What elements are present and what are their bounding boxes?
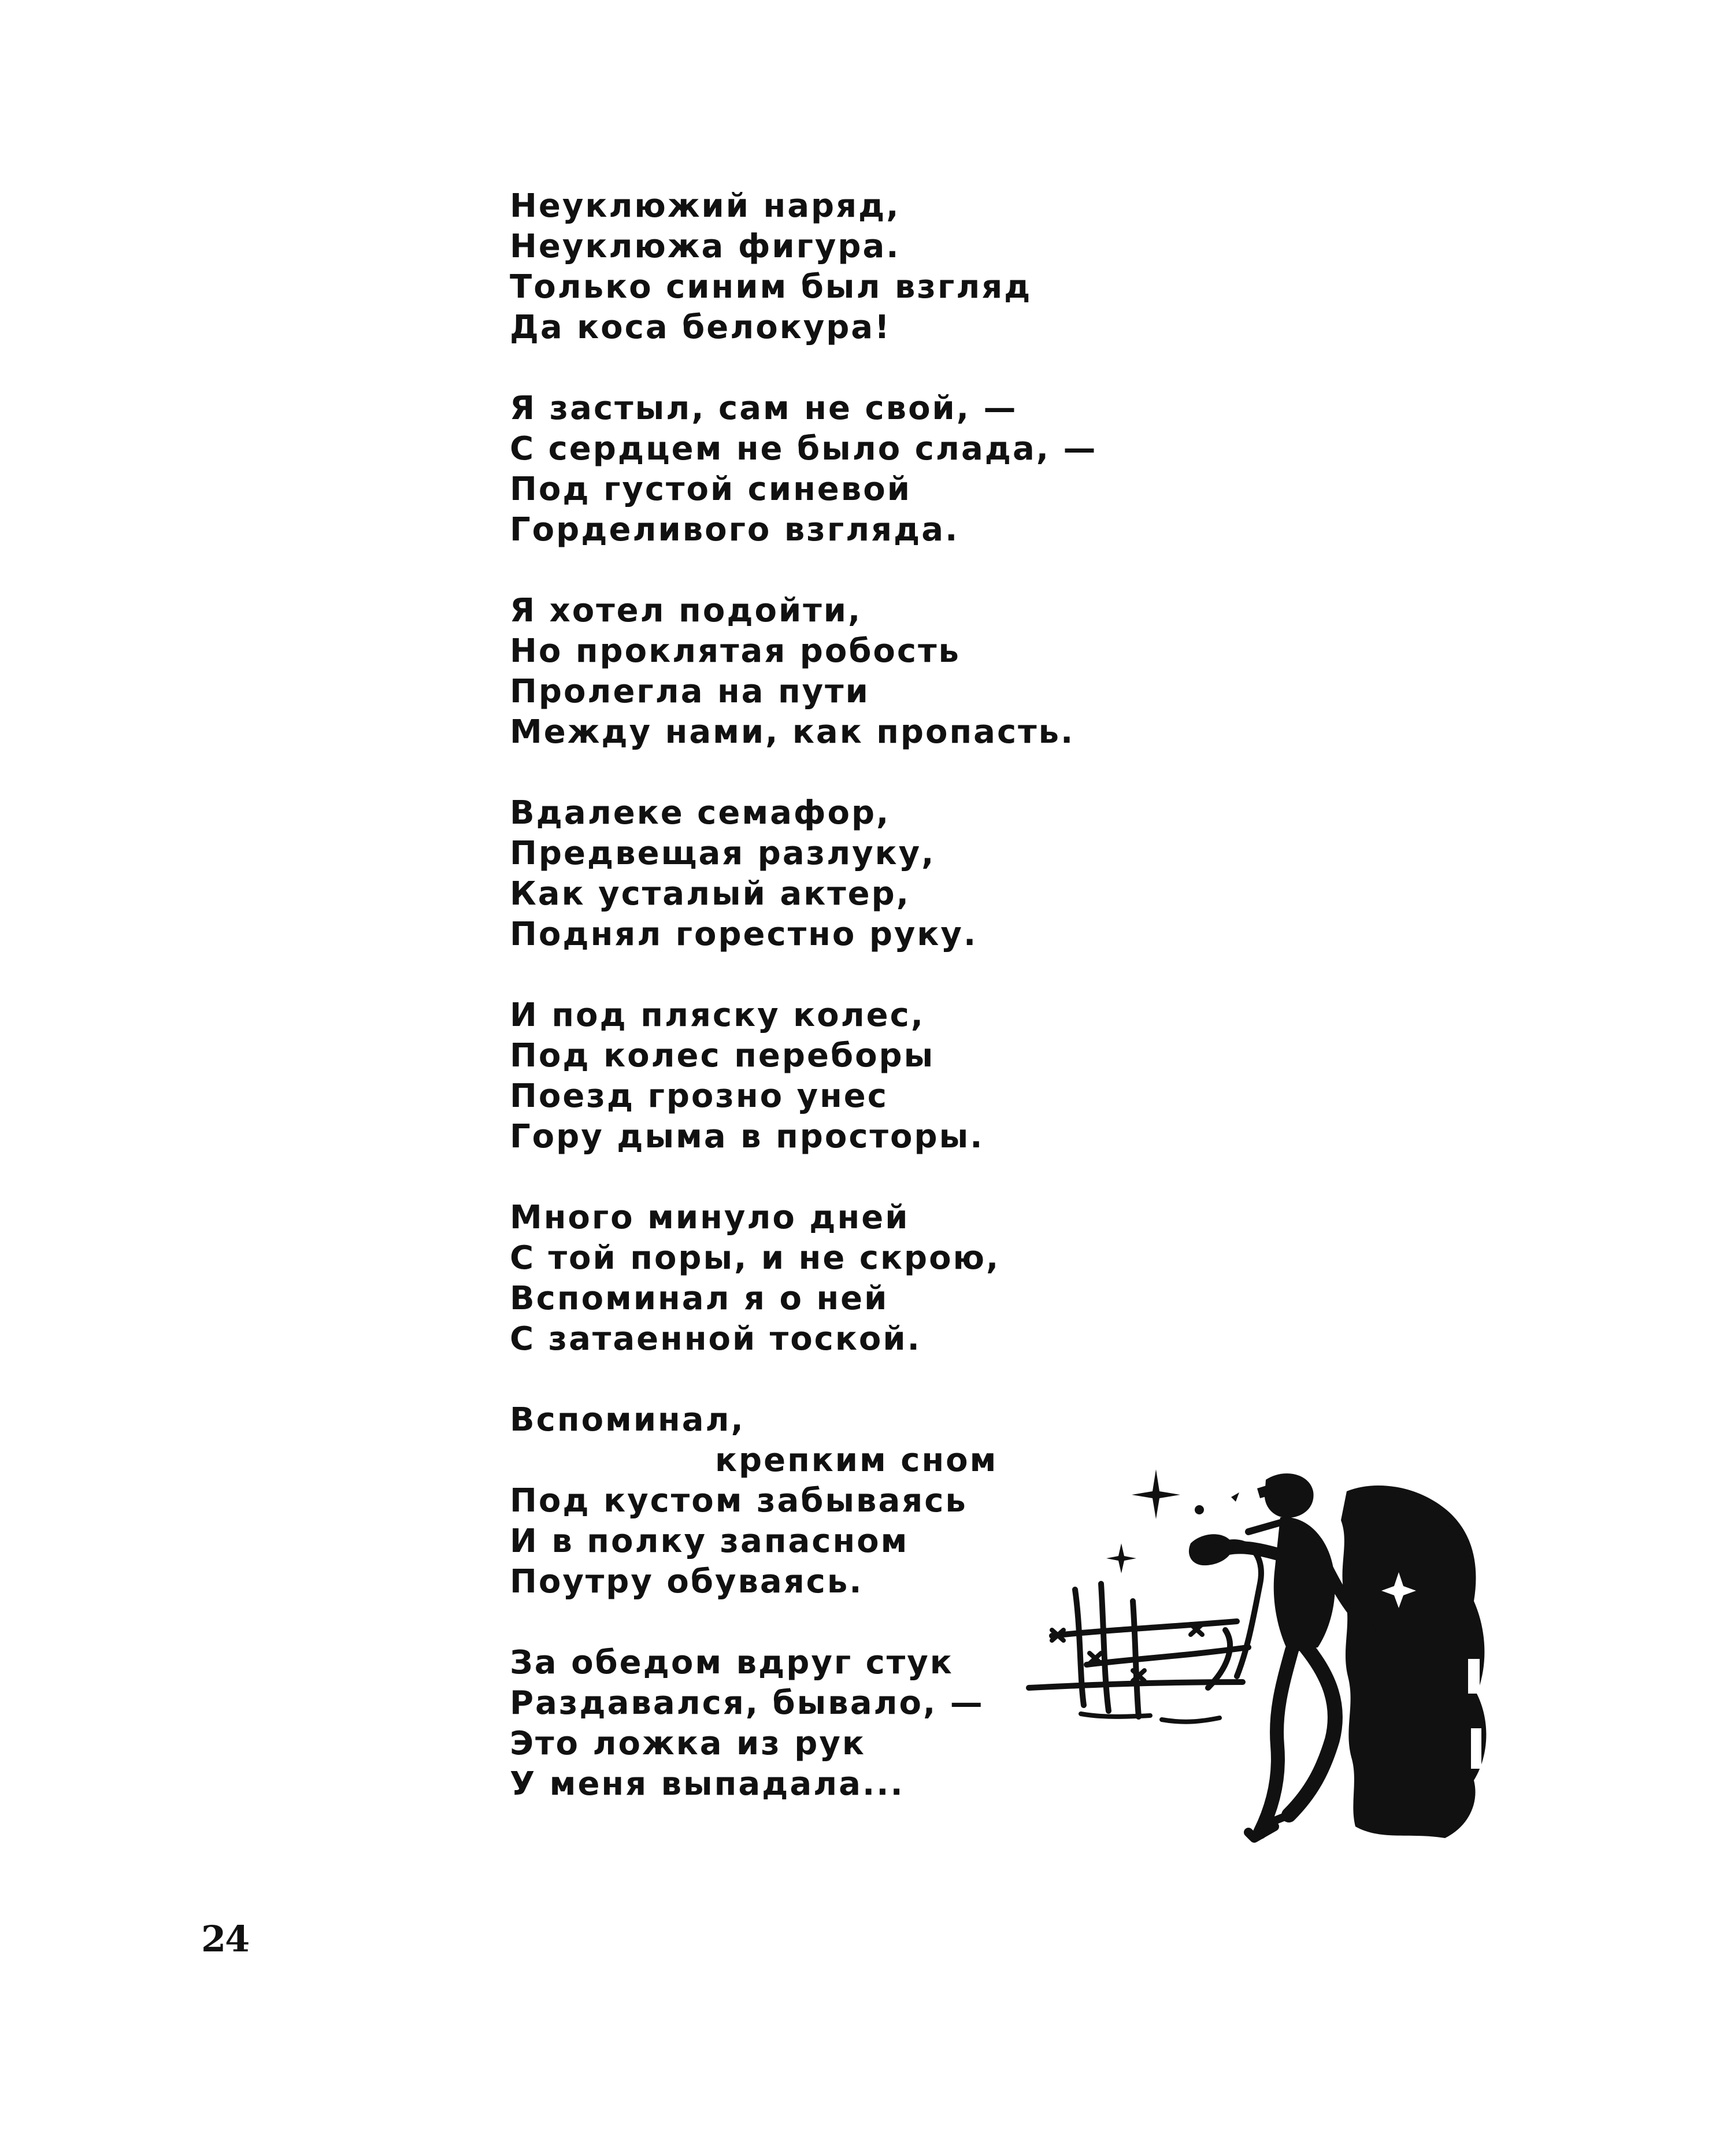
poem-line: За обедом вдруг стук	[510, 1644, 954, 1681]
poem-line: С затаенной тоской.	[510, 1320, 921, 1358]
poem-line: Только синим был взгляд	[510, 268, 1032, 306]
poem-line: Неуклюжа фигура.	[510, 228, 901, 265]
poem-line: У меня выпадала...	[510, 1765, 905, 1803]
sparkle-dot	[1231, 1492, 1239, 1502]
stanza-6	[510, 1198, 1319, 1359]
poem-line: Под густой синевой	[510, 471, 911, 508]
poem-line: Под кустом забываясь	[510, 1482, 968, 1520]
poem-line: Как усталый актер,	[510, 875, 910, 913]
soldier-sketch-icon	[1017, 1457, 1514, 1861]
sparkle-icon	[1132, 1469, 1180, 1519]
poem-line: Но проклятая робость	[510, 632, 961, 670]
poem-line: Неуклюжий наряд,	[510, 187, 901, 225]
poem-line: Вспоминал я о ней	[510, 1280, 889, 1317]
poem-line: Поутру обуваясь.	[510, 1563, 864, 1601]
poem-line: Предвещая разлуку,	[510, 835, 936, 872]
sparkle-dot	[1195, 1505, 1204, 1514]
poem-line: Между нами, как пропасть.	[510, 713, 1075, 751]
stanza-4	[510, 793, 1319, 955]
bush-shape	[1341, 1486, 1486, 1838]
poem-line: Много минуло дней	[510, 1199, 910, 1236]
poem-line: Под колес переборы	[510, 1037, 935, 1075]
poem-line: Я застыл, сам не свой, —	[510, 390, 1018, 427]
poem-line: И под пляску колес,	[510, 996, 925, 1034]
poem-line: Поезд грозно унес	[510, 1077, 888, 1115]
stanza-5	[510, 995, 1319, 1157]
stanza-1	[510, 186, 1319, 348]
page-number: 24	[201, 1918, 249, 1960]
poem-line-indented: крепким сном	[715, 1442, 998, 1479]
poem-line: Вдалеке семафор,	[510, 794, 891, 832]
stanza-3	[510, 591, 1319, 753]
poem-line: И в полку запасном	[510, 1522, 909, 1560]
poem-line: Раздавался, бывало, —	[510, 1684, 984, 1722]
poem-line: Гору дыма в просторы.	[510, 1118, 984, 1155]
stanza-2	[510, 388, 1319, 550]
poem-line: Да коса белокура!	[510, 309, 891, 346]
poem-line: С той поры, и не скрою,	[510, 1239, 1000, 1277]
poem-line: С сердцем не было слада, —	[510, 430, 1098, 468]
poem-line: Поднял горестно руку.	[510, 916, 978, 953]
poem-line: Я хотел подойти,	[510, 592, 862, 629]
soldier-figure	[1189, 1473, 1370, 1838]
sparkle-icon	[1106, 1543, 1136, 1573]
poem-line: Вспоминал,	[510, 1401, 745, 1439]
poem-line: Горделивого взгляда.	[510, 511, 959, 549]
poem-line: Это ложка из рук	[510, 1725, 866, 1762]
poem-line: Пролегла на пути	[510, 673, 870, 710]
